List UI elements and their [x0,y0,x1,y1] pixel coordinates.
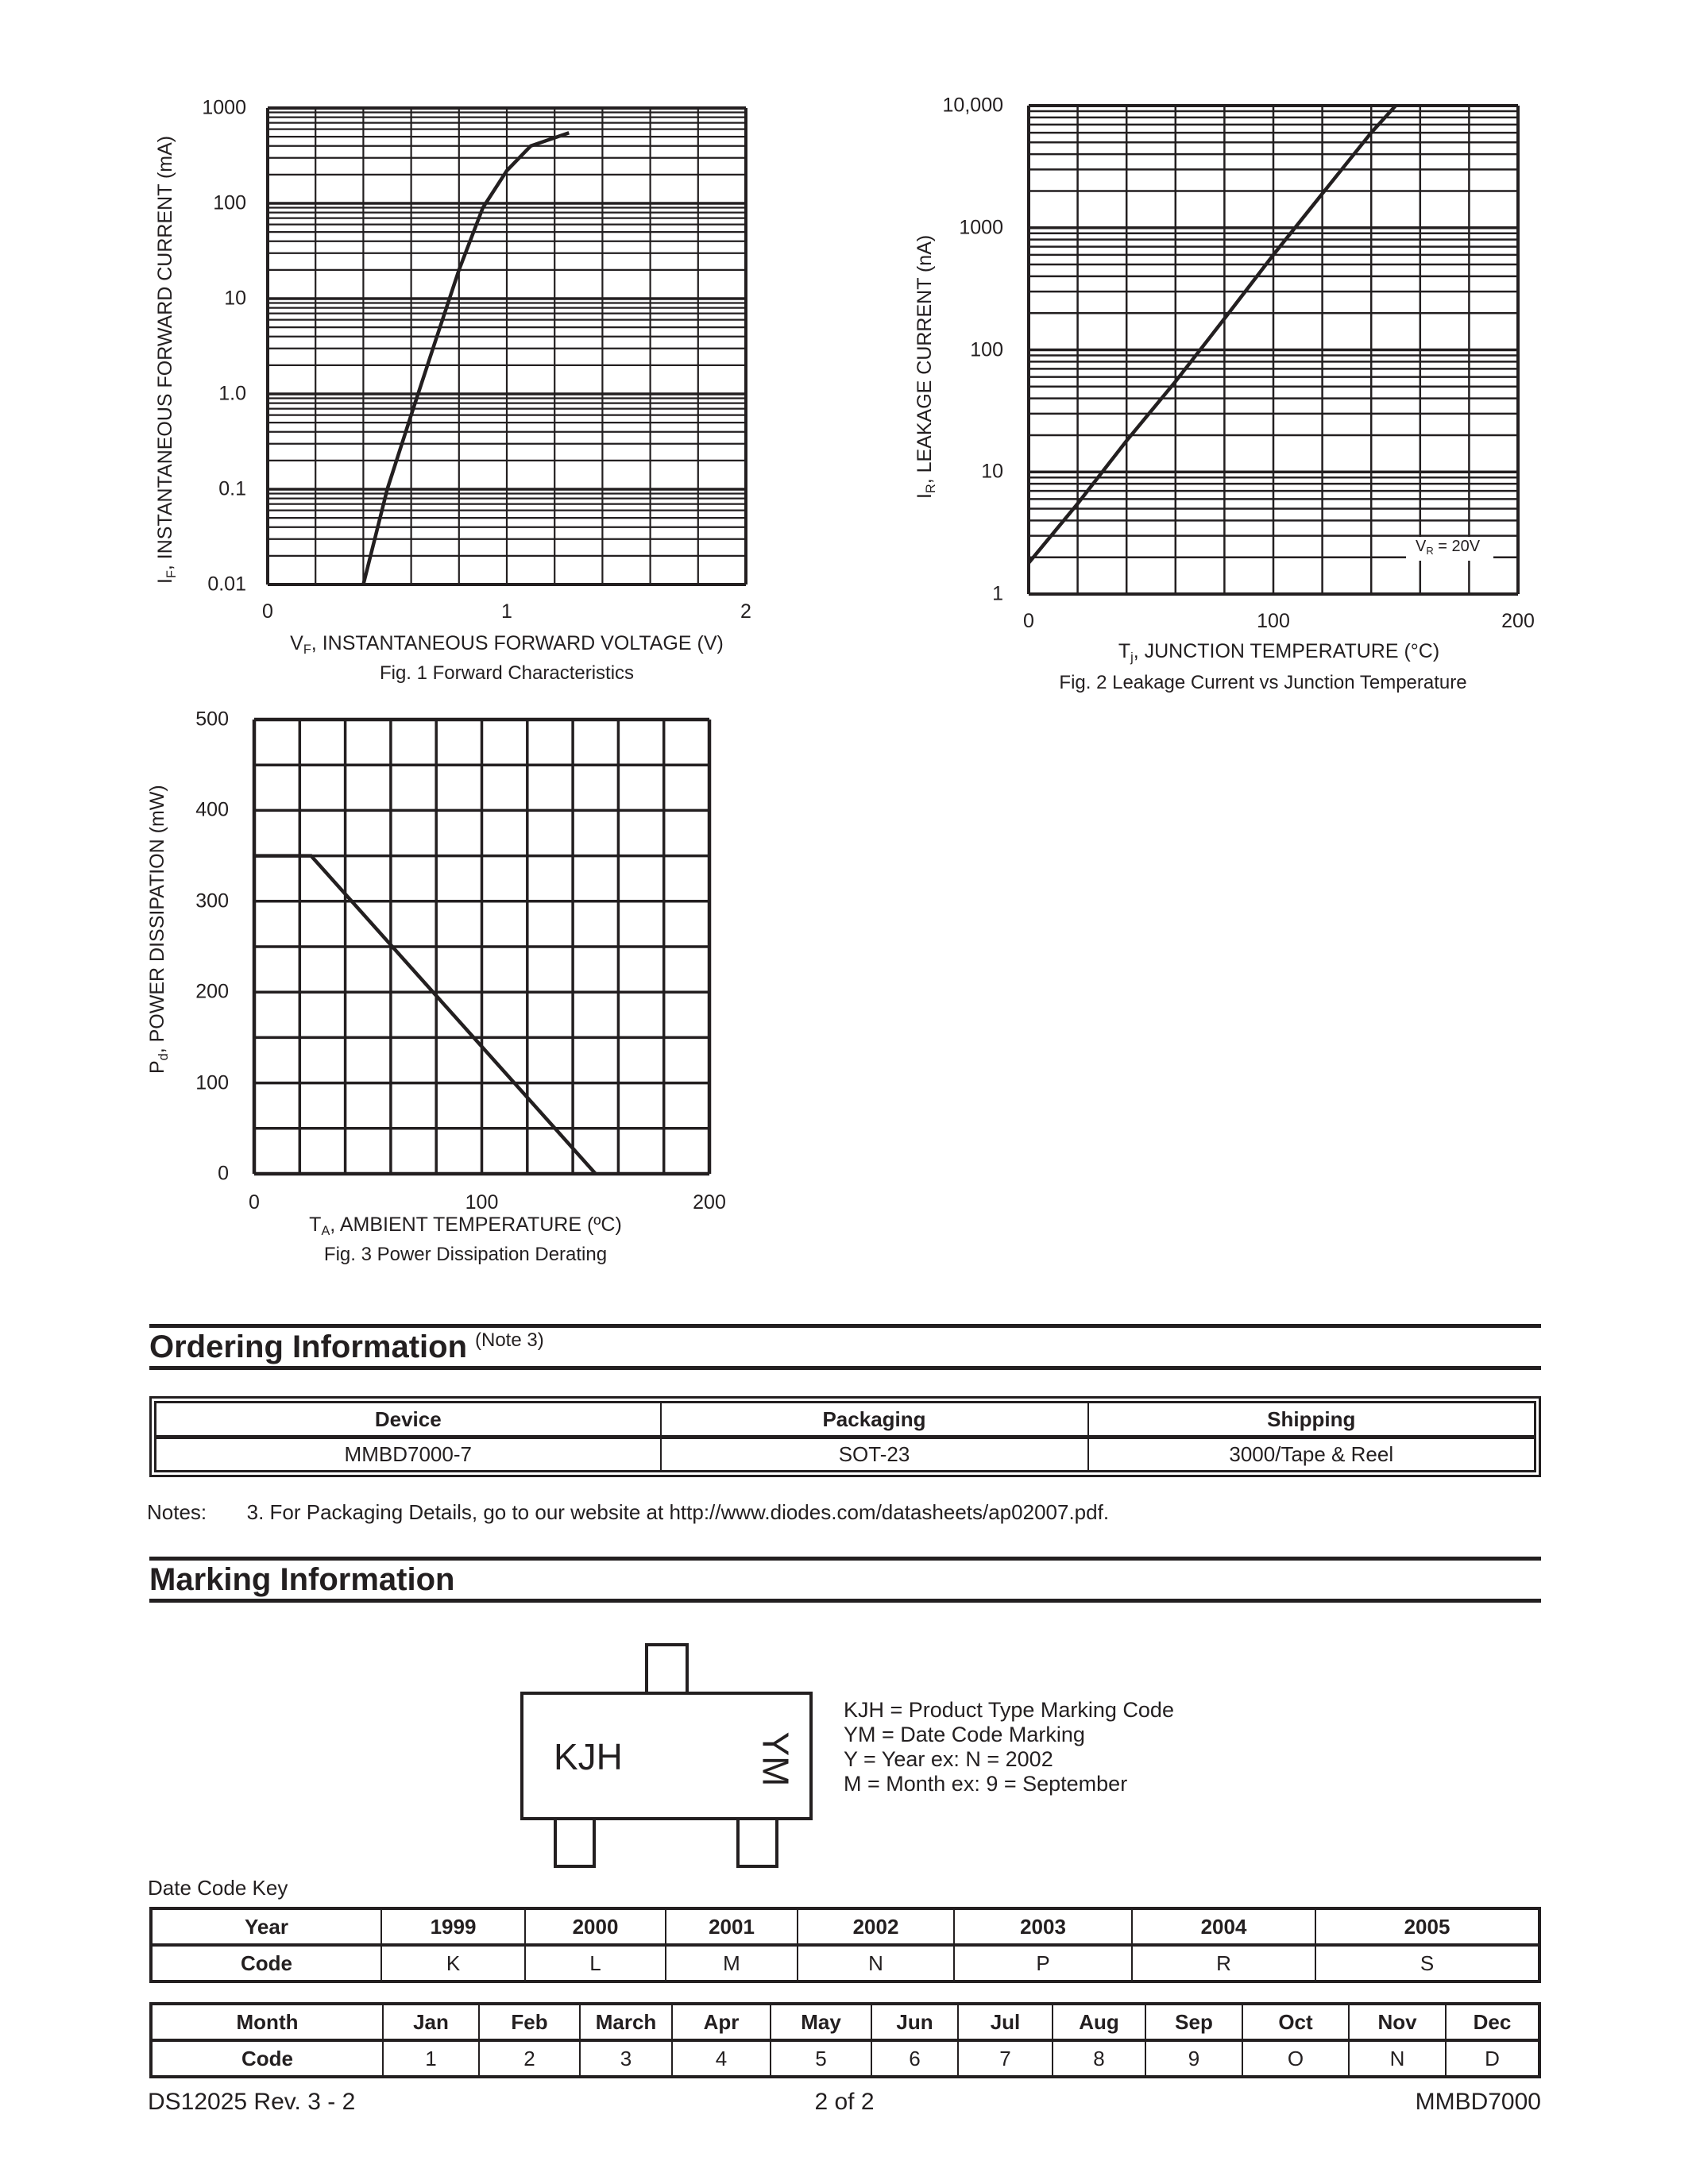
fig3-curve [254,856,596,1174]
month-code-cell: 4 [672,2040,771,2077]
package-pin-bottom-right [736,1819,778,1868]
month-code-cell: D [1446,2040,1539,2077]
year-cell: 2004 [1132,1908,1315,1945]
year-code-row [151,1945,1539,1981]
footer-page-number: 2 of 2 [814,2089,875,2115]
note-3: 3. For Packaging Details, go to our website at http://www.diodes.com/datasheets/ap02007.pdf. [246,1500,1110,1524]
fig2-y-tick: 10,000 [942,94,1003,117]
month-code-cell: 7 [958,2040,1053,2077]
month-code-row [151,2040,1539,2077]
month-code-table [149,2002,1541,2078]
month-code-cell: 9 [1145,2040,1242,2077]
col-packaging: Packaging [661,1403,1088,1437]
month-cell: Jul [958,2004,1053,2040]
ordering-heading: Ordering Information $^{(Note 3)}$ [149,1329,544,1364]
package-pin-top [645,1643,689,1693]
month-code-cell: O [1242,2040,1349,2077]
fig3-x-tick: 200 [693,1191,726,1214]
footer-part-number: MMBD7000 [1415,2089,1541,2115]
marking-heading: Marking Information [149,1562,455,1597]
marking-bottom-rule [149,1599,1541,1603]
ordering-note-ref: (Note 3) [475,1329,544,1351]
fig1-y-tick: 1000 [202,96,246,119]
device-cell: MMBD7000-7 [344,1442,472,1467]
packaging-cell: SOT-23 [661,1437,1088,1472]
month-cell: Jan [383,2004,479,2040]
fig3-y-tick: 500 [195,708,229,731]
ordering-table [149,1396,1541,1477]
fig1-y-tick: 1.0 [218,382,246,405]
ordering-bottom-rule [149,1366,1541,1370]
month-cell: Feb [479,2004,580,2040]
shipping-cell: 3000/Tape & Reel [1088,1437,1535,1472]
package-pin-bottom-left [554,1819,596,1868]
fig3-caption: Fig. 3 Power Dissipation Derating [323,1244,608,1265]
month-cell: Nov [1349,2004,1446,2040]
fig2-x-tick: 100 [1257,610,1290,632]
fig1-y-tick: 0.01 [207,573,246,596]
fig2-plot [0,0,1688,612]
fig2-y-tick: 1 [992,582,1003,605]
marking-legend [844,1698,1174,1796]
month-cell: March [580,2004,672,2040]
month-cell: Jun [871,2004,958,2040]
fig2-y-tick: 10 [981,460,1003,483]
month-cell: Apr [672,2004,771,2040]
month-code-cell: 1 [383,2040,479,2077]
table-row [156,1437,1535,1472]
year-cell: 2005 [1315,1908,1539,1945]
date-code-key-title: Date Code Key [148,1876,288,1900]
ordering-header-row [156,1403,1535,1437]
fig1-x-axis-title: $V_F$, INSTANTANEOUS FORWARD VOLTAGE (V) [290,632,724,657]
year-cell: 2001 [666,1908,798,1945]
fig2-x-tick: 0 [1023,610,1034,632]
month-code-cell: 5 [771,2040,871,2077]
fig3-plot [0,683,794,1191]
code-header: Code [151,1945,381,1981]
month-cell: Sep [1145,2004,1242,2040]
year-code-cell: P [954,1945,1132,1981]
year-code-cell: K [381,1945,525,1981]
year-cell: 2003 [954,1908,1132,1945]
notes-label: Notes: [147,1500,207,1524]
fig1-x-tick: 0 [262,600,273,623]
year-code-cell: S [1315,1945,1539,1981]
col-device: Device [156,1403,661,1437]
month-cell: Dec [1446,2004,1539,2040]
year-cell: 2000 [525,1908,666,1945]
fig1-y-axis-title: $I_F$, INSTANTANEOUS FORWARD CURRENT (mA) [154,135,179,584]
legend-line: M = Month ex: 9 = September [844,1772,1128,1796]
fig1-caption: Fig. 1 Forward Characteristics [379,662,635,684]
fig3-y-tick: 300 [195,889,229,913]
month-code-cell: 6 [871,2040,958,2077]
month-header: Month [151,2004,383,2040]
code-header: Code [151,2040,383,2077]
month-cell: Aug [1053,2004,1145,2040]
footer-doc-id: DS12025 Rev. 3 - 2 [148,2089,356,2115]
month-cell: Oct [1242,2004,1349,2040]
fig2-x-axis-title: $T_j$, JUNCTION TEMPERATURE (°C) [1118,640,1440,665]
fig2-x-tick: 200 [1501,610,1535,632]
legend-line: YM = Date Code Marking [844,1723,1085,1746]
year-cell: 2002 [798,1908,954,1945]
fig3-y-tick: 0 [218,1162,229,1185]
year-code-cell: R [1132,1945,1315,1981]
month-code-cell: 8 [1053,2040,1145,2077]
legend-line: KJH = Product Type Marking Code [844,1698,1174,1722]
fig2-y-tick: 100 [970,338,1003,361]
year-code-table [149,1907,1541,1983]
fig2-vr-annotation: $V_R = 20V$ [1416,538,1481,557]
year-code-cell: L [525,1945,666,1981]
fig3-y-tick: 200 [195,980,229,1003]
fig1-y-tick: 0.1 [218,477,246,500]
package-date-code: YM [755,1731,797,1787]
month-row [151,2004,1539,2040]
fig3-x-axis-title: $T_A$, AMBIENT TEMPERATURE (ºC) [309,1214,622,1238]
fig2-curve [1029,106,1396,563]
fig2-y-tick: 1000 [959,216,1003,239]
ordering-notes [147,1500,1109,1525]
month-code-cell: N [1349,2040,1446,2077]
fig3-y-tick: 100 [195,1071,229,1094]
year-cell: 1999 [381,1908,525,1945]
year-header: Year [151,1908,381,1945]
year-code-cell: N [798,1945,954,1981]
month-code-cell: 2 [479,2040,580,2077]
legend-line: Y = Year ex: N = 2002 [844,1747,1053,1771]
marking-top-rule [149,1557,1541,1561]
month-code-cell: 3 [580,2040,672,2077]
month-cell: May [771,2004,871,2040]
fig3-y-axis-title: $P_d$, POWER DISSIPATION (mW) [146,785,171,1074]
fig3-x-tick: 100 [465,1191,499,1214]
fig2-y-axis-title: $I_R$, LEAKAGE CURRENT (nA) [914,234,938,499]
fig1-x-tick: 2 [740,600,751,623]
package-marking-code: KJH [554,1736,623,1777]
year-row [151,1908,1539,1945]
fig1-x-tick: 1 [501,600,512,623]
fig3-x-tick: 0 [249,1191,260,1214]
fig3-y-tick: 400 [195,798,229,821]
col-shipping: Shipping [1088,1403,1535,1437]
fig1-y-tick: 100 [213,191,246,214]
fig1-y-tick: 10 [224,287,246,310]
fig2-caption: Fig. 2 Leakage Current vs Junction Temperature [1059,672,1467,693]
ordering-top-rule [149,1324,1541,1328]
year-code-cell: M [666,1945,798,1981]
